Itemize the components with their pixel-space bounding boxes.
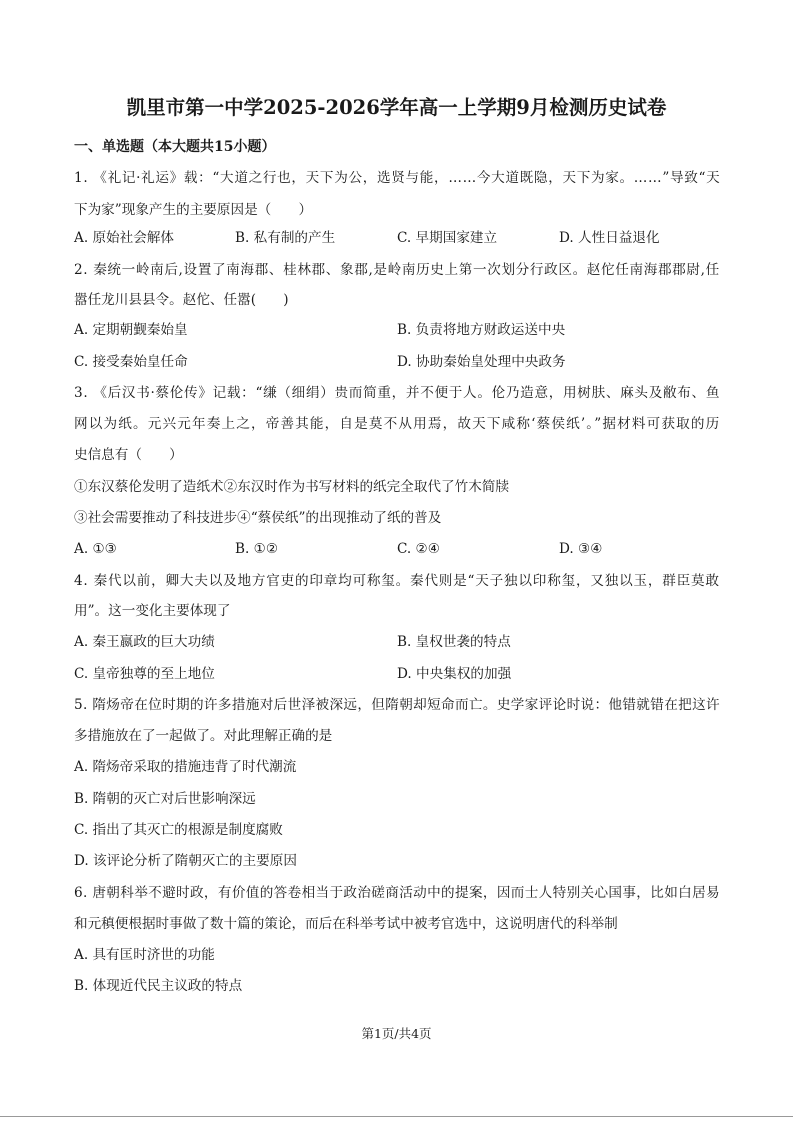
question-2-line-2: 嚣任龙川县县令。赵佗、任嚣( ) xyxy=(74,292,289,308)
question-3-option-d: D. ③④ xyxy=(559,541,603,557)
question-3-statements-3-4: ③社会需要推动了科技进步④“蔡侯纸”的出现推动了纸的普及 xyxy=(74,510,442,526)
question-5-option-d: D. 该评论分析了隋朝灭亡的主要原因 xyxy=(74,853,297,869)
page-title: 凯里市第一中学2025-2026学年高一上学期9月检测历史试卷 xyxy=(126,96,667,119)
question-1-option-a: A. 原始社会解体 xyxy=(74,230,175,246)
question-1-option-d: D. 人性日益退化 xyxy=(559,230,660,246)
question-6-option-b: B. 体现近代民主议政的特点 xyxy=(74,978,243,994)
question-1-option-b: B. 私有制的产生 xyxy=(235,230,336,246)
question-4-option-c: C. 皇帝独尊的至上地位 xyxy=(74,666,215,682)
question-4-option-a: A. 秦王嬴政的巨大功绩 xyxy=(74,634,215,650)
question-3-statements-1-2: ①东汉蔡伦发明了造纸术②东汉时作为书写材料的纸完全取代了竹木简牍 xyxy=(74,479,509,495)
question-6-line-1: 6. 唐朝科举不避时政，有价值的答卷相当于政治磋商活动中的提案，因而士人特别关心国事，比如白居易 xyxy=(74,885,720,901)
question-1-option-c: C. 早期国家建立 xyxy=(397,230,498,246)
question-6-line-2: 和元稹便根据时事做了数十篇的策论，而后在科举考试中被考官选中，这说明唐代的科举制 xyxy=(74,916,618,932)
question-5-option-a: A. 隋炀帝采取的措施违背了时代潮流 xyxy=(74,759,297,775)
question-3-line-2: 网以为纸。元兴元年奏上之，帝善其能，自是莫不从用焉，故天下咸称‘蔡侯纸’。”据材料可获取的历 xyxy=(74,416,721,432)
question-3-option-b: B. ①② xyxy=(235,541,279,557)
question-3-line-1: 3. 《后汉书·蔡伦传》记载：“缣（细绢）贵而简重，并不便于人。伦乃造意，用树肤、麻头及敝布、鱼 xyxy=(74,385,721,401)
question-2-line-1: 2. 秦统一岭南后,设置了南海郡、桂林郡、象郡,是岭南历史上第一次划分行政区。赵佗任南海郡郡尉,任 xyxy=(74,262,720,278)
question-2-option-c: C. 接受秦始皇任命 xyxy=(74,354,188,370)
question-4-option-d: D. 中央集权的加强 xyxy=(397,666,512,682)
question-2-option-d: D. 协助秦始皇处理中央政务 xyxy=(397,354,566,370)
question-4-line-2: 用”。这一变化主要体现了 xyxy=(74,603,231,619)
question-5-option-b: B. 隋朝的灭亡对后世影响深远 xyxy=(74,791,256,807)
question-3-line-3: 史信息有（ ） xyxy=(74,447,183,463)
question-4-option-b: B. 皇权世袭的特点 xyxy=(397,634,511,650)
page-number: 第1页/共4页 xyxy=(361,1026,432,1041)
question-1-line-1: 1. 《礼记·礼运》载：“大道之行也，天下为公，选贤与能，……今大道既隐，天下为家。……”导致“天 xyxy=(74,170,721,186)
section-heading: 一、单选题（本大题共15小题） xyxy=(74,139,276,155)
question-3-option-c: C. ②④ xyxy=(397,541,440,557)
question-5-line-1: 5. 隋炀帝在位时期的许多措施对后世泽被深远，但隋朝却短命而亡。史学家评论时说：他错就错在把这许 xyxy=(74,697,720,713)
bottom-divider xyxy=(0,1116,793,1117)
question-2-option-a: A. 定期朝觐秦始皇 xyxy=(74,322,188,338)
question-1-line-2: 下为家”现象产生的主要原因是（ ） xyxy=(74,202,313,218)
question-4-line-1: 4. 秦代以前，卿大夫以及地方官吏的印章均可称玺。秦代则是“天子独以印称玺，又独以玉，群臣莫敢 xyxy=(74,573,720,589)
question-2-option-b: B. 负责将地方财政运送中央 xyxy=(397,322,566,338)
question-5-line-2: 多措施放在了一起做了。对此理解正确的是 xyxy=(74,728,333,744)
question-6-option-a: A. 具有匡时济世的功能 xyxy=(74,947,215,963)
question-3-option-a: A. ①③ xyxy=(74,541,117,557)
question-5-option-c: C. 指出了其灭亡的根源是制度腐败 xyxy=(74,822,283,838)
